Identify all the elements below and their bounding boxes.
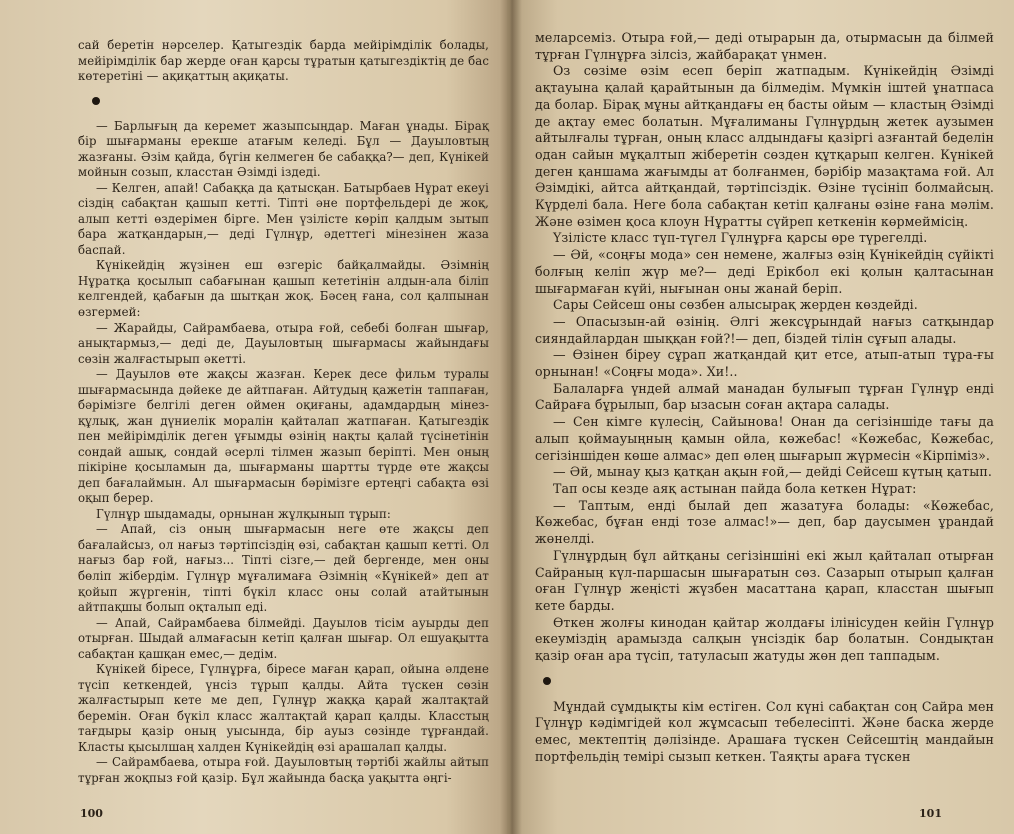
section-bullet-icon (543, 677, 551, 685)
paragraph: сай беретін нәрселер. Қатыгездік барда мейірімділік болады, мейірімділік бар жерде оған қарсы тұратын қатыгездіктің де бас көтеретіні — ақиқаттың ақиқаты. (78, 38, 489, 84)
paragraph: — Барлығың да керемет жазыпсыңдар. Маған ұнады. Бірақ бір шығарманы ерекше атағым келеді. Бұл — Дауыловтың жазғаны. Әзім қайда, бүгін келмеген бе сабаққа?— деп, Күнікей мойнын созып, класстан Әзімді іздеді. (78, 118, 489, 180)
left-top-text (78, 38, 489, 85)
paragraph: Күнікейдің жүзінен еш өзгеріс байқалмайды. Әзімнің Нұратқа қосылып сабағынан қашып кететінін алдын-ала біліп келгендей, қабағын да шытқан жоқ. Бәсең ғана, сол қалпынан өзгермей: (78, 258, 489, 319)
section-break (535, 665, 994, 699)
paragraph: — Өзінен біреу сұрап жатқандай қит етсе, атып-атып тұра-ғы орнынан! «Соңғы мода». Хи!.. (535, 347, 994, 380)
section-break (78, 85, 489, 119)
paragraph: — Келген, апай! Сабаққа да қатысқан. Батырбаев Нұрат екеуі сіздің сабақтан қашып кетті. Тіпті әне портфельдері де жоқ, алып кетті өздерімен бірге. Мен үзілісте көріп қалдым зытып бара жатқандарын,— деді Гүлнұр, әдеттегі мінезінен жаза баспай. (78, 180, 489, 257)
page-number-right: 101 (919, 807, 942, 820)
right-page (507, 0, 1014, 834)
paragraph: Гүлнұр шыдамады, орнынан жұлқынып тұрып: (96, 506, 391, 521)
paragraph: Өткен жолғы кинодан қайтар жолдағы ілінісуден кейін Гүлнұр екеуміздің арамызда салқын үнсіздік бар болатын. Сондықтан қазір оған ара түсіп, татуласып жатуды жөн деп таппадым. (535, 614, 994, 664)
paragraph: — Апай, сіз оның шығармасын неге өте жақсы деп бағалайсыз, ол нағыз тәртіпсіздің өзі, сабақтан қашып кетті. Ол нағыз бар ғой, нағыз... Тіпті сізге,— дей бергенде, мен оны бөліп жібердім. Гүлнұр мұғалимаға Әзімнің «Күнікей» деп ат қойып жүргенін, тіпті бүкіл класс оны солай атайтынын айтпақшы болып оқталып еді. (78, 522, 489, 615)
paragraph: — Дауылов өте жақсы жазған. Керек десе фильм туралы шығармасында дәйеке де айтпаған. Айтудың қажетін таппаған, бәрімізге белгілі деген оймен оқиғаны, адамдардың мінез-құлық, жан дүниелік моралін қайталап жатпаған. Қатыгездік пен мейірімділік деген ұғымды өзінің нақты қалай түсінетінін сондай ашық, сондай әсерлі тілмен жазып беріпті. Мен оның пікіріне қосыламын да, шығарманы шартты түрде өте жақсы деп бағалаймын. Ал шығармасын бәрімізге ертеңгі сабақта өзі оқып берер. (78, 367, 489, 506)
paragraph: Күнікей біресе, Гүлнұрға, біресе маған қарап, ойына әлдене түсіп кеткендей, үнсіз тұрып қалды. Айта түскен сөзін жалғастырып кете ме деп, Гүлнұр жаққа қарай жалтақтай беремін. Оған бүкіл класс жалтақтай қарап қалды. Класстың тағдыры қазір оның уысында, бір ауыз сөзінде тұрғандай. Класты қысылшаң халден Күнікейдің өзі арашалап қалды. (78, 662, 489, 754)
paragraph: Мұндай сұмдықты кім естіген. Сол күні сабақтан соң Сайра мен Гүлнұр кәдімгідей кол жұмсасып тебелесіпті. Және баска жерде емес, мектептің дәлізінде. Арашаға түскен Сейсештің мандайын портфельдің темірі сызып кеткен. Таяқты араға түскен (535, 698, 994, 764)
left-body-text (78, 119, 489, 787)
paragraph: — Әй, «соңғы мода» сен немене, жалғыз өзің Күнікейдің сүйікті болғың келіп жүр ме?— деді Ерікбол екі қолын қалтасынан шығармаған күйі, нығынан оны жанай беріп. (535, 247, 994, 296)
right-body-text (535, 30, 994, 665)
book-gutter (500, 0, 522, 834)
paragraph: — Сайрамбаева, отыра ғой. Дауыловтың тәртібі жайлы айтып тұрған жоқпыз ғой қазір. Бұл жайында басқа уақытта әңгі- (78, 755, 489, 785)
paragraph: — Әй, мынау қыз қатқан ақын ғой,— дейді Сейсеш күтың қатып. (553, 464, 992, 480)
right-bottom-text (535, 699, 994, 766)
paragraph: Гүлнұрдың бұл айтқаны сегізіншіні екі жыл қайталап отырған Сайраның күл-паршасын шығаратын сөз. Сазарып отырып қалған оған Гүлнұр жеңісті жүзбен масаттана қарап, класстан шығып кете барды. (535, 547, 994, 613)
paragraph: — Таптым, енді былай деп жазатуға болады: «Көжебас, Көжебас, бұған енді тозе алмас!»— деп, бар даусымен ұрандай жөнелді. (535, 497, 994, 547)
paragraph: Оз сөзіме өзім есеп беріп жатпадым. Күнікейдің Әзімді ақтауына қалай қарайтынын да білмедім. Мүмкін іштей ұнатпаса да болар. Бірақ мұны айтқандағы ең басты ойым — кластың Әзімді де ақтау емес болатын. Мұғалиманы Гүлнұрдың жетек аузымен айтылғалы тұрған, оның класс алдындағы қазіргі азғантай беделін одан сайын мұқалтып жіберетін сөзден құтқарып келген. Күнікей деген қаншама жағымды ат болғанмен, бәрібір мазақтама ғой. Ал Әзімдікі, айтса айтқандай, тәртіпсіздік. Өзіне түсініп болмайсың. Күрделі бала. Неге бола сабақтан кетіп қалғаны өзіне ғана мәлім. Және өзімен қоса клоун Нұратты сүйреп кеткенін көрмеймісің. (535, 63, 994, 229)
paragraph: Тап осы кезде аяқ астынан пайда бола кеткен Нұрат: (553, 480, 917, 496)
paragraph: Балаларға үндей алмай манадан булығып тұрған Гүлнұр енді Сайраға бұрылып, бар ызасын соған ақтара салады. (535, 380, 994, 413)
paragraph: — Апай, Сайрамбаева білмейді. Дауылов тісім ауырды деп отырған. Шыдай алмағасын кетіп қалған шығар. Ол ешуақытта сабақтан қашқан емес,— дедім. (78, 615, 489, 661)
paragraph: — Опасызын-ай өзінің. Әлгі жексұрындай нағыз сатқындар сияндайлардан шыққан ғой?!— деп, біздей тілін сұғып алады. (535, 313, 994, 346)
paragraph: — Сен кімге күлесің, Сайынова! Онан да сегізіншіде тағы да алып қоймауыңның қамын ойла, көжебас! «Көжебас, Көжебас, сегізіншіден көше алмас» деп өлең шығарып жүрмесін «Кірпіміз». (535, 414, 994, 463)
section-bullet-icon (92, 97, 100, 105)
paragraph: Сары Сейсеш оны сөзбен алысырақ жерден көздейді. (553, 297, 918, 313)
page-number-left: 100 (80, 807, 103, 820)
paragraph: меларсеміз. Отыра ғой,— деді отырарын да, отырмасын да білмей тұрған Гүлнұрға зілсіз, жайбарақат үнмен. (535, 30, 994, 62)
paragraph: — Жарайды, Сайрамбаева, отыра ғой, себебі болған шығар, анықтармыз,— деді де, Дауыловтың шығармасы жайындағы сөзін жалғастырып әкетті. (78, 320, 489, 366)
paragraph: Үзілісте класс түп-түгел Гүлнұрға қарсы өре түрегелді. (553, 230, 928, 246)
